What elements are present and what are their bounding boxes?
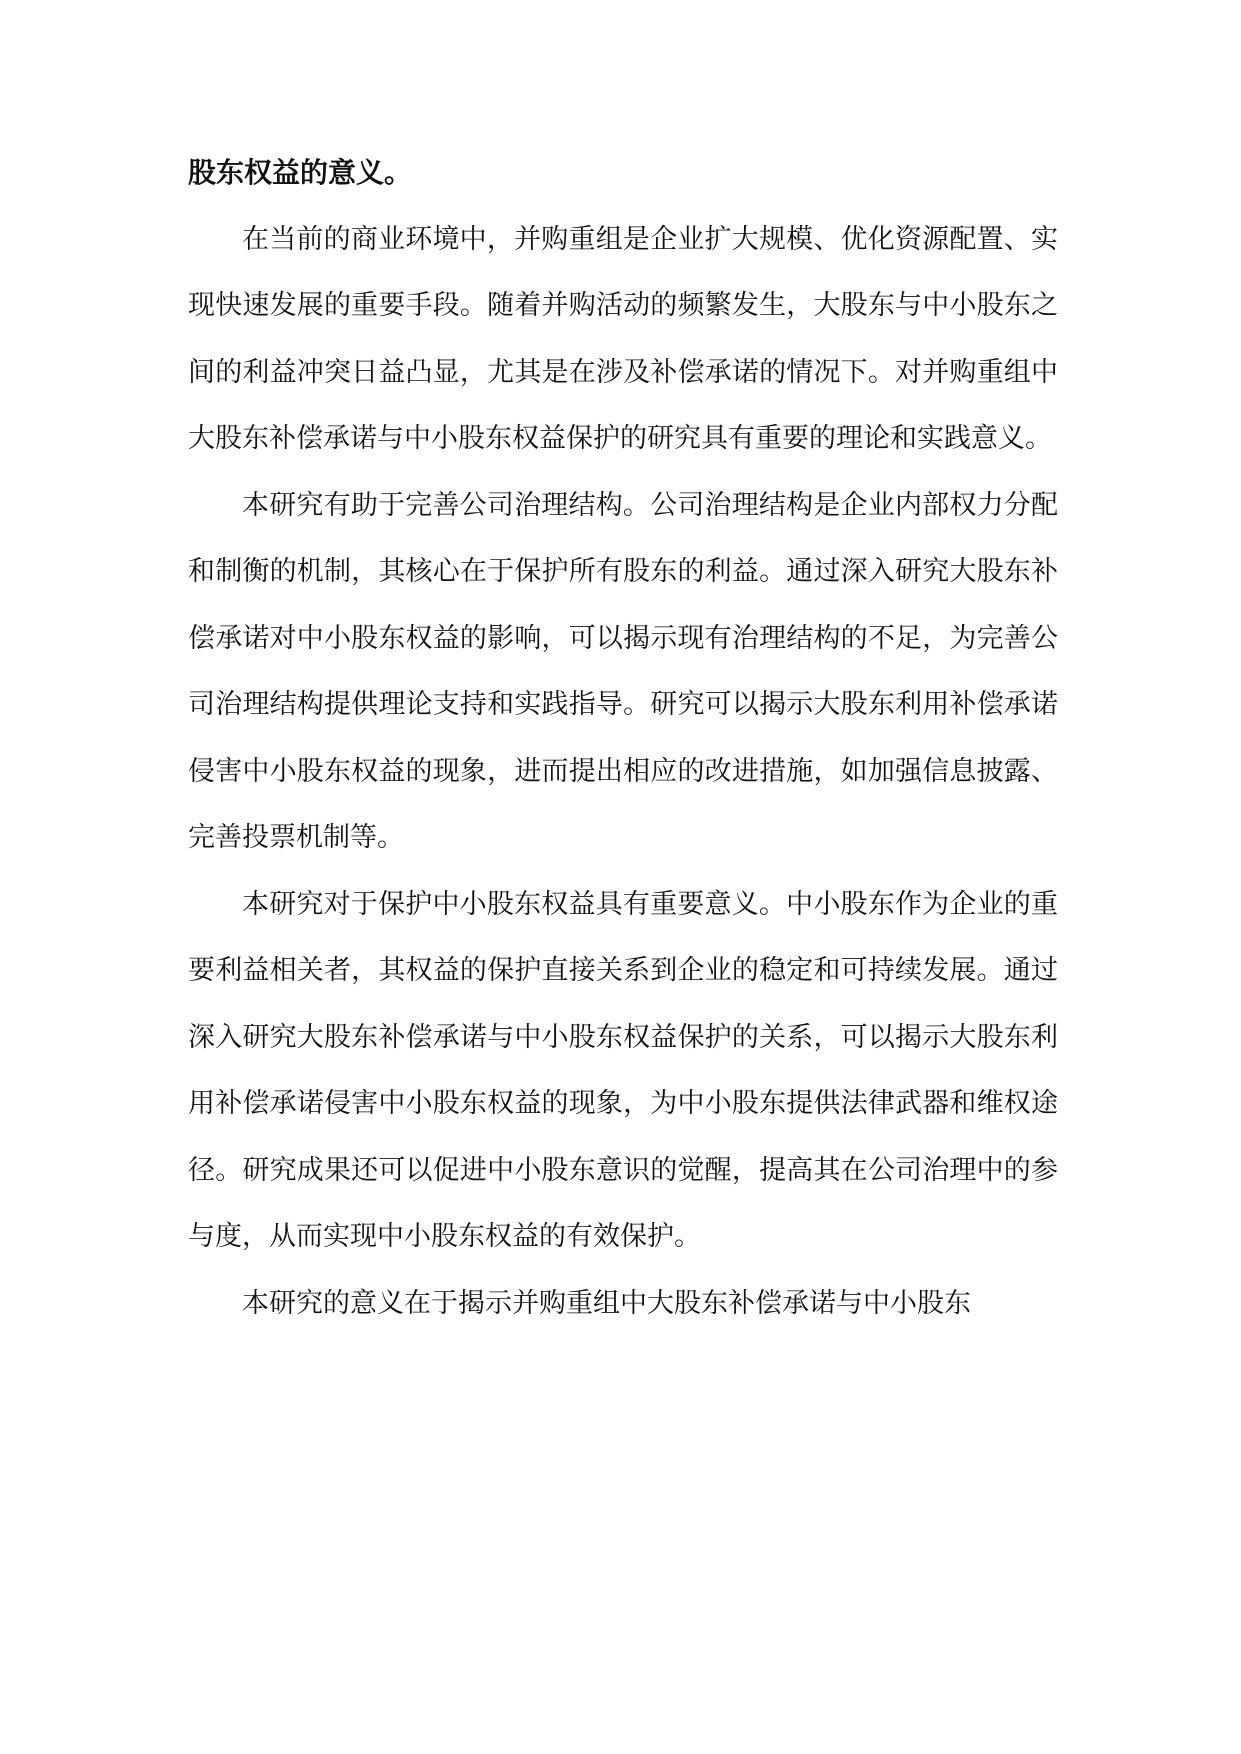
- paragraph-1: 在当前的商业环境中，并购重组是企业扩大规模、优化资源配置、实现快速发展的重要手段。随着并购活动的频繁发生，大股东与中小股东之间的利益冲突日益凸显，尤其是在涉及补偿承诺的情况下。对并购重组中大股东补偿承诺与中小股东权益保护的研究具有重要的理论和实践意义。: [188, 223, 1058, 454]
- paragraph-3: 本研究对于保护中小股东权益具有重要意义。中小股东作为企业的重要利益相关者，其权益的保护直接关系到企业的稳定和可持续发展。通过深入研究大股东补偿承诺与中小股东权益保护的关系，可以揭示大股东利用补偿承诺侵害中小股东权益的现象，为中小股东提供法律武器和维权途径。研究成果还可以促进中小股东意识的觉醒，提高其在公司治理中的参与度，从而实现中小股东权益的有效保护。: [188, 888, 1058, 1252]
- paragraph-2: 本研究有助于完善公司治理结构。公司治理结构是企业内部权力分配和制衡的机制，其核心在于保护所有股东的利益。通过深入研究大股东补偿承诺对中小股东权益的影响，可以揭示现有治理结构的不足，为完善公司治理结构提供理论支持和实践指导。研究可以揭示大股东利用补偿承诺侵害中小股东权益的现象，进而提出相应的改进措施，如加强信息披露、完善投票机制等。: [188, 489, 1058, 853]
- section-heading-fragment: 股东权益的意义。: [188, 156, 413, 189]
- document-body: [188, 140, 1058, 1337]
- paragraph-4: 本研究的意义在于揭示并购重组中大股东补偿承诺与中小股东: [242, 1287, 971, 1319]
